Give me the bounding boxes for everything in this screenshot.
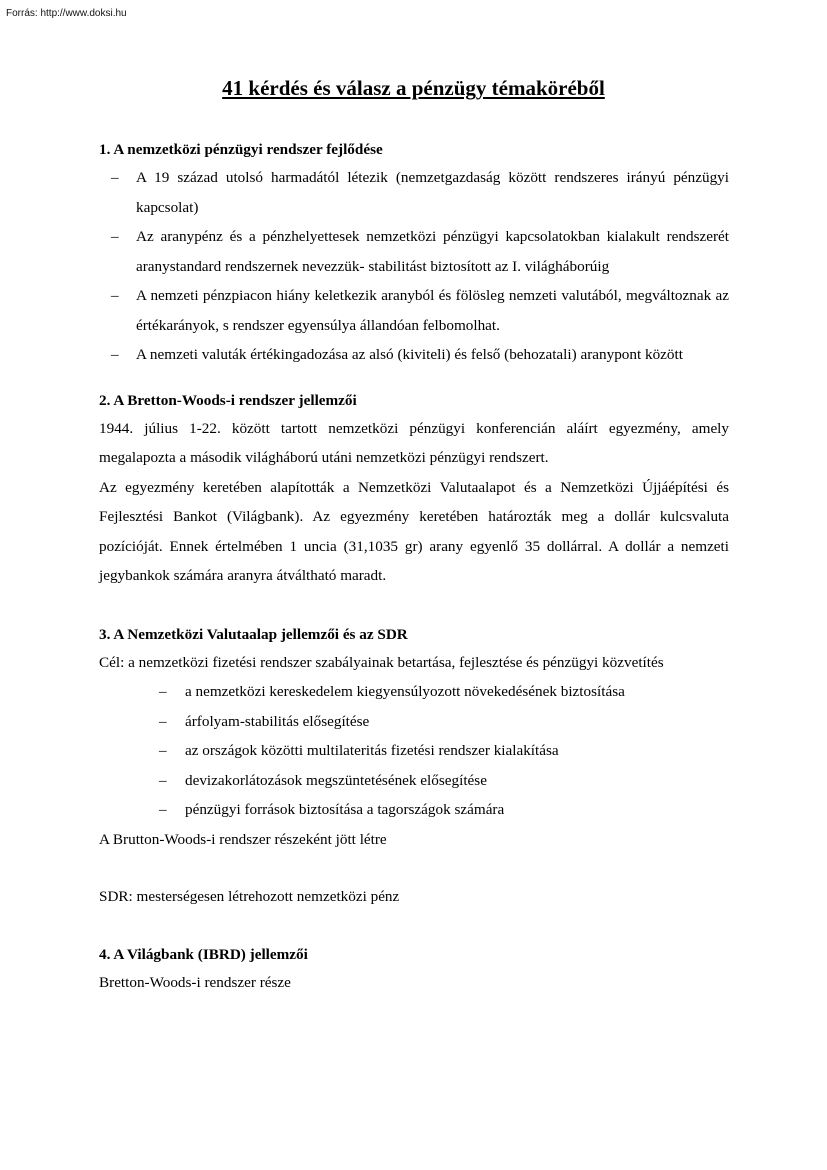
list-item: – A nemzeti valuták értékingadozása az alsó (kiviteli) és felső (behozatali) aranypont között bbox=[99, 340, 729, 370]
section-3-note: A Brutton-Woods-i rendszer részeként jött létre bbox=[99, 830, 387, 848]
section-1-heading: 1. A nemzetközi pénzügyi rendszer fejlődése bbox=[99, 141, 383, 158]
list-item: – devizakorlátozások megszüntetésének elősegítése bbox=[99, 766, 729, 796]
list-item: – pénzügyi források biztosítása a tagországok számára bbox=[99, 795, 729, 825]
source-note: Forrás: http://www.doksi.hu bbox=[6, 8, 127, 19]
section-1 bbox=[99, 137, 729, 370]
section-3-list bbox=[99, 677, 729, 825]
section-3-goal: Cél: a nemzetközi fizetési rendszer szabályainak betartása, fejlesztése és pénzügyi közvetítés bbox=[99, 653, 664, 671]
list-item: – Az aranypénz és a pénzhelyettesek nemzetközi pénzügyi kapcsolatokban kialakult rendszerét aranystandard rendszernek nevezzük- stabilitást biztosított az I. világháborúig bbox=[99, 222, 729, 281]
section-2 bbox=[99, 388, 729, 591]
list-item: – A nemzeti pénzpiacon hiány keletkezik aranyból és fölösleg nemzeti valutából, megváltoznak az értékarányok, s rendszer egyensúlya állandóan felbomolhat. bbox=[99, 281, 729, 340]
page-title: 41 kérdés és válasz a pénzügy témaköréből bbox=[222, 76, 605, 100]
section-3 bbox=[99, 622, 729, 912]
section-3-heading: 3. A Nemzetközi Valutaalap jellemzői és az SDR bbox=[99, 625, 408, 643]
list-item: – árfolyam-stabilitás elősegítése bbox=[99, 707, 729, 737]
section-2-paragraph: 1944. július 1-22. között tartott nemzetközi pénzügyi konferencián aláírt egyezmény, amely megalapozta a második világháború utáni nemzetközi pénzügyi rendszert. bbox=[99, 419, 729, 466]
list-item: – az országok közötti multilateritás fizetési rendszer kialakítása bbox=[99, 736, 729, 766]
sdr-definition: SDR: mesterségesen létrehozott nemzetközi pénz bbox=[99, 888, 400, 905]
document-body bbox=[99, 137, 729, 997]
section-1-list bbox=[99, 163, 729, 370]
section-4 bbox=[99, 942, 729, 998]
section-4-paragraph: Bretton-Woods-i rendszer része bbox=[99, 973, 291, 991]
section-4-heading: 4. A Világbank (IBRD) jellemzői bbox=[99, 945, 308, 963]
list-item: – a nemzetközi kereskedelem kiegyensúlyozott növekedésének biztosítása bbox=[99, 677, 729, 707]
list-item: – A 19 század utolsó harmadától létezik (nemzetgazdaság között rendszeres irányú pénzügyi kapcsolat) bbox=[99, 163, 729, 222]
section-2-heading: 2. A Bretton-Woods-i rendszer jellemzői bbox=[99, 391, 357, 409]
section-2-paragraph: Az egyezmény keretében alapították a Nemzetközi Valutaalapot és a Nemzetközi Újjáépítési és Fejlesztési Bankot (Világbank). Az egyezmény keretében határozták meg a dollár kulcsvaluta pozícióját. Ennek értelmében 1 uncia (31,1035 gr) arany egyenlő 35 dollárral. A dollár a nemzeti jegybankok számára aranyra átváltható maradt. bbox=[99, 478, 729, 584]
